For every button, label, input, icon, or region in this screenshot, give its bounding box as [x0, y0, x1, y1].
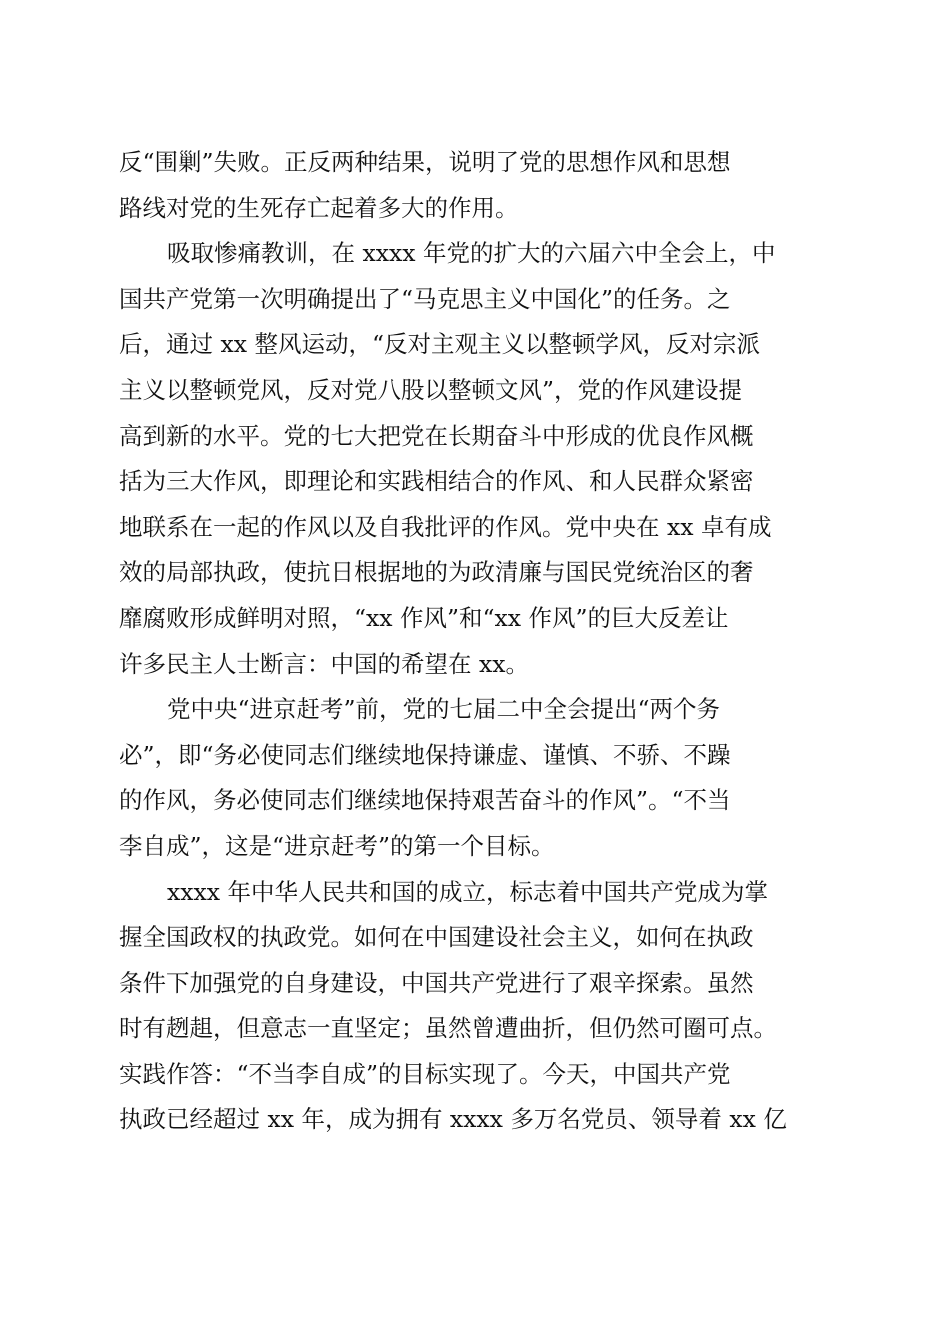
paragraph	[119, 140, 834, 231]
text-line: xxxx 年中华人民共和国的成立，标志着中国共产党成为掌	[167, 877, 768, 906]
text-line: 反“围剿”失败。正反两种结果，说明了党的思想作风和思想	[119, 148, 731, 176]
text-line: 的作风，务必使同志们继续地保持艰苦奋斗的作风”。“不当	[119, 786, 731, 815]
text-line: 后，通过 xx 整风运动，“反对主观主义以整顿学风，反对宗派	[119, 330, 760, 359]
text-line: 执政已经超过 xx 年，成为拥有 xxxx 多万名党员、领导着 xx 亿	[119, 1105, 787, 1134]
paragraph	[119, 870, 834, 1144]
text-line: 李自成”，这是“进京赶考”的第一个目标。	[119, 831, 555, 860]
text-line: 国共产党第一次明确提出了“马克思主义中国化”的任务。之	[119, 284, 731, 313]
text-line: 实践作答：“不当李自成”的目标实现了。今天，中国共产党	[119, 1059, 731, 1088]
text-line: 主义以整顿党风，反对党八股以整顿文风”，党的作风建设提	[119, 375, 743, 404]
text-line: 路线对党的生死存亡起着多大的作用。	[119, 193, 519, 222]
paragraph	[119, 231, 834, 687]
text-line: 高到新的水平。党的七大把党在长期奋斗中形成的优良作风概	[119, 421, 754, 450]
text-line: 吸取惨痛教训，在 xxxx 年党的扩大的六届六中全会上，中	[167, 239, 776, 268]
text-line: 握全国政权的执政党。如何在中国建设社会主义，如何在执政	[119, 923, 754, 952]
paragraph	[119, 687, 834, 869]
text-line: 许多民主人士断言：中国的希望在 xx。	[119, 649, 529, 678]
text-line: 靡腐败形成鲜明对照，“xx 作风”和“xx 作风”的巨大反差让	[119, 603, 729, 632]
text-line: 党中央“进京赶考”前，党的七届二中全会提出“两个务	[167, 695, 721, 724]
text-line: 效的局部执政，使抗日根据地的为政清廉与国民党统治区的奢	[119, 558, 754, 587]
text-line: 地联系在一起的作风以及自我批评的作风。党中央在 xx 卓有成	[119, 512, 772, 541]
text-line: 条件下加强党的自身建设，中国共产党进行了艰辛探索。虽然	[119, 968, 754, 997]
text-line: 必”，即“务必使同志们继续地保持谦虚、谨慎、不骄、不躁	[119, 740, 731, 769]
body-text	[119, 140, 834, 1143]
text-line: 时有趔趄，但意志一直坚定；虽然曾遭曲折，但仍然可圈可点。	[119, 1014, 777, 1043]
text-line: 括为三大作风，即理论和实践相结合的作风、和人民群众紧密	[119, 467, 754, 496]
